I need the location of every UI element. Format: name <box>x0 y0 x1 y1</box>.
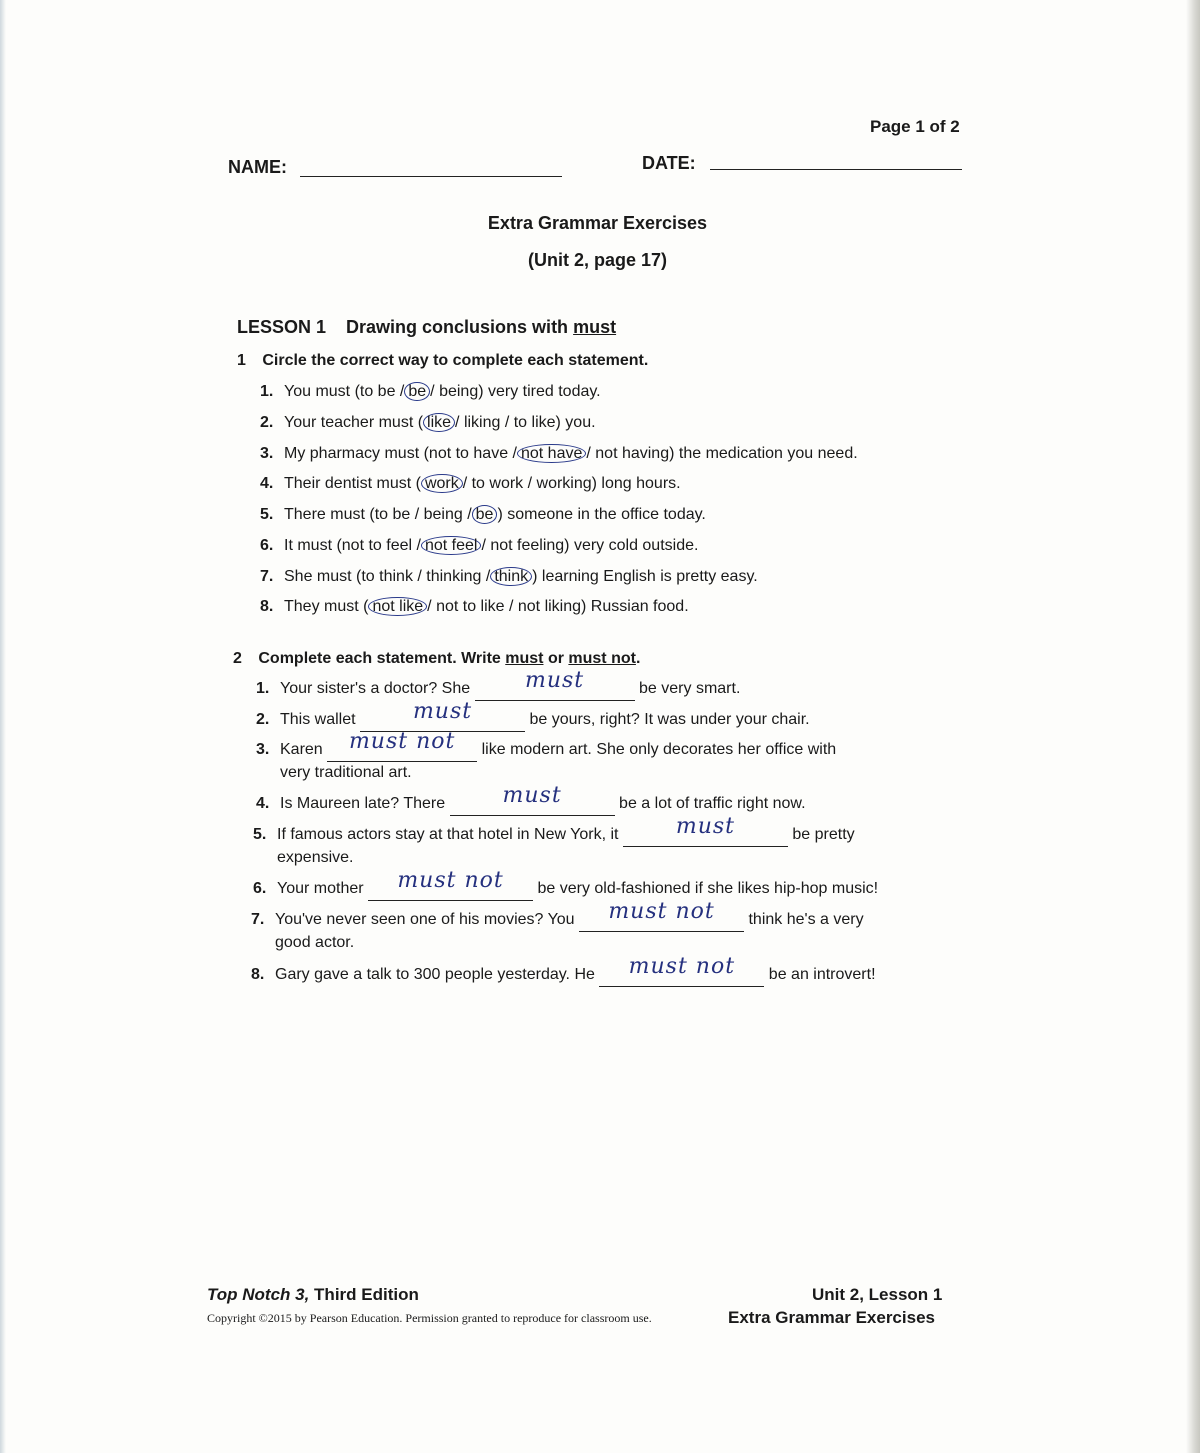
answer-blank[interactable] <box>579 899 744 932</box>
item-text-before: Your teacher must ( <box>284 414 424 431</box>
item-text-before: You must (to be / <box>284 383 405 400</box>
exercise1-item <box>260 506 706 524</box>
item-text-after: / not to like / not liking) Russian food. <box>427 598 689 615</box>
item-text-after: be very smart. <box>639 680 741 697</box>
exercise1-item <box>260 475 681 493</box>
item-number: 7. <box>251 911 265 928</box>
item-text-before: Your sister's a doctor? She <box>280 680 471 697</box>
footer-book-title: Top Notch 3, Third Edition <box>207 1285 419 1304</box>
answer-blank[interactable] <box>368 868 533 901</box>
handwritten-answer: must not <box>608 899 715 924</box>
item-text-before: Is Maureen late? There <box>280 795 446 812</box>
item-text-after: be pretty <box>792 826 855 843</box>
item-number: 8. <box>260 598 274 615</box>
item-text-after: think he's a very <box>748 911 864 928</box>
circled-answer[interactable]: be <box>472 505 498 524</box>
circled-answer[interactable]: not like <box>368 597 427 616</box>
footer-unit-lesson: Unit 2, Lesson 1 <box>812 1285 943 1304</box>
item-text-before: My pharmacy must (not to have / <box>284 445 517 462</box>
exercise1-item <box>260 414 596 432</box>
item-continuation: expensive. <box>277 849 354 866</box>
item-text-after: / liking / to like) you. <box>455 414 596 431</box>
circled-answer[interactable]: be <box>404 382 430 401</box>
item-text-after: ) learning English is pretty easy. <box>532 568 758 585</box>
exercise2-item <box>251 954 876 985</box>
item-text-after: be a lot of traffic right now. <box>619 795 806 812</box>
circled-answer[interactable]: not have <box>517 444 586 463</box>
answer-blank[interactable] <box>475 668 635 701</box>
footer-copyright: Copyright ©2015 by Pearson Education. Permission granted to reproduce for classroom use. <box>207 1311 652 1325</box>
document-subtitle: (Unit 2, page 17) <box>527 250 668 270</box>
item-continuation: good actor. <box>275 934 355 951</box>
lesson-label: LESSON 1 <box>237 317 327 337</box>
item-number: 6. <box>253 880 267 897</box>
item-number: 3. <box>260 445 274 462</box>
item-text-before: There must (to be / being / <box>284 506 472 523</box>
handwritten-answer: must <box>502 783 562 808</box>
item-number: 1. <box>256 680 270 697</box>
exercise2-item <box>253 868 879 899</box>
page-indicator: Page 1 of 2 <box>870 117 960 136</box>
lesson-keyword: must <box>573 317 617 337</box>
item-continuation: very traditional art. <box>280 764 412 781</box>
item-number: 8. <box>251 966 265 983</box>
date-label: DATE: <box>642 153 696 173</box>
item-number: 5. <box>260 506 274 523</box>
handwritten-answer: must <box>412 699 473 724</box>
handwritten-answer: must not <box>348 729 456 754</box>
item-number: 6. <box>260 537 274 554</box>
item-text-before: Their dentist must ( <box>284 475 421 492</box>
answer-blank[interactable] <box>599 954 764 987</box>
item-text-after: be an introvert! <box>768 966 876 983</box>
item-number: 2. <box>256 711 270 728</box>
item-text-after: / not feeling) very cold outside. <box>481 537 699 554</box>
item-number: 7. <box>260 568 274 585</box>
item-number: 4. <box>256 795 270 812</box>
exercise1-item <box>260 568 758 586</box>
item-number: 3. <box>256 741 270 758</box>
item-text-after: be yours, right? It was under your chair. <box>529 711 810 728</box>
item-text-before: Your mother <box>277 880 364 897</box>
name-field-line[interactable] <box>300 176 562 177</box>
answer-blank[interactable] <box>623 814 788 847</box>
item-text-after: / to work / working) long hours. <box>462 475 681 492</box>
exercise2-number: 2 <box>233 650 242 667</box>
circled-answer[interactable]: think <box>490 567 532 586</box>
handwritten-answer: must not <box>628 954 736 979</box>
exercise1-item <box>260 383 601 401</box>
item-number: 2. <box>260 414 274 431</box>
exercise1-item <box>260 445 858 463</box>
exercise2-heading <box>233 650 640 668</box>
item-text-before: Gary gave a talk to 300 people yesterday. He <box>275 966 595 983</box>
item-number: 4. <box>260 475 274 492</box>
exercise1-heading <box>237 352 648 370</box>
name-label: NAME: <box>228 157 287 177</box>
exercise2-item <box>251 899 864 952</box>
exercise1-instruction: Circle the correct way to complete each statement. <box>262 352 649 369</box>
date-field-line[interactable] <box>710 169 962 170</box>
item-text-after: be very old-fashioned if she likes hip-hop music! <box>537 880 879 897</box>
answer-blank[interactable] <box>327 729 477 762</box>
item-text-before: You've never seen one of his movies? You <box>275 911 575 928</box>
handwritten-answer: must <box>675 814 736 839</box>
circled-answer[interactable]: not feel <box>421 536 481 555</box>
item-text-before: She must (to think / thinking / <box>284 568 491 585</box>
exercise1-item <box>260 598 689 616</box>
item-number: 1. <box>260 383 274 400</box>
exercise1-number: 1 <box>237 352 246 369</box>
exercise2-item <box>256 699 810 730</box>
item-text-after: / being) very tired today. <box>430 383 601 400</box>
item-number: 5. <box>253 826 267 843</box>
item-text-before: They must ( <box>284 598 369 615</box>
exercise1-item <box>260 537 698 555</box>
document-title: Extra Grammar Exercises <box>487 213 708 233</box>
item-text-before: If famous actors stay at that hotel in New York, it <box>277 826 619 843</box>
circled-answer[interactable]: like <box>423 413 455 432</box>
exercise2-item <box>256 783 806 814</box>
exercise2-item <box>256 729 837 782</box>
item-text-after: / not having) the medication you need. <box>586 445 858 462</box>
item-text-before: This wallet <box>280 711 356 728</box>
item-text-after: ) someone in the office today. <box>497 506 706 523</box>
handwritten-answer: must not <box>397 868 504 893</box>
lesson-heading <box>237 317 616 338</box>
exercise2-item <box>256 668 741 699</box>
handwritten-answer: must <box>524 668 585 693</box>
footer-section: Extra Grammar Exercises <box>728 1308 935 1327</box>
exercise2-item <box>253 814 855 867</box>
circled-answer[interactable]: work <box>421 474 463 493</box>
exercise2-instruction: Complete each statement. Write must or must not. <box>258 650 641 667</box>
item-text-after: like modern art. She only decorates her office with <box>481 741 837 758</box>
item-text-before: Karen <box>280 741 323 758</box>
lesson-topic: Drawing conclusions with <box>346 317 569 337</box>
item-text-before: It must (not to feel / <box>284 537 421 554</box>
answer-blank[interactable] <box>450 783 615 816</box>
